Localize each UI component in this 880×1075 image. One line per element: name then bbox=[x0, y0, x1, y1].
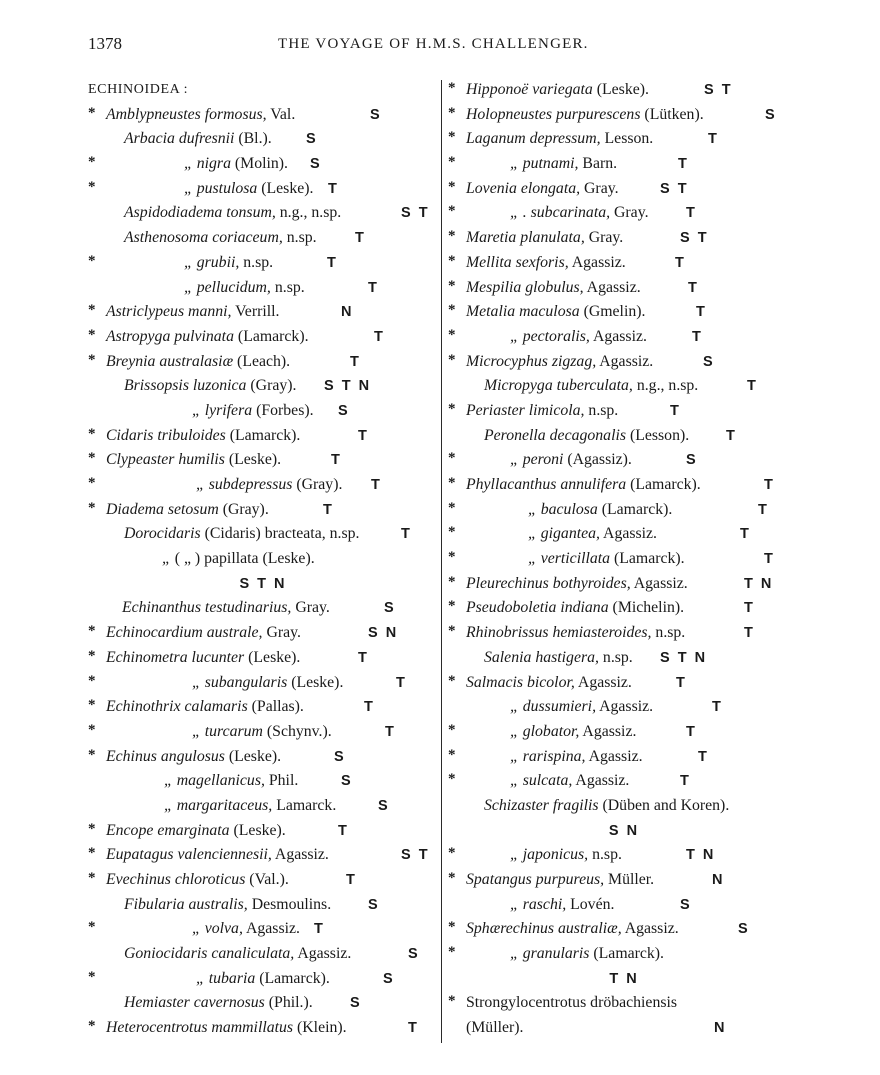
species-name: „ tubaria (Lamarck). bbox=[196, 969, 330, 987]
species-name: „ raschi, Lovén. bbox=[510, 895, 615, 913]
species-name: Astropyga pulvinata (Lamarck). bbox=[106, 327, 309, 345]
species-name: Evechinus chloroticus (Val.). bbox=[106, 871, 289, 888]
locality-code: S bbox=[384, 600, 396, 617]
asterisk-marker: * bbox=[448, 845, 456, 862]
asterisk-marker: * bbox=[88, 968, 96, 985]
asterisk-marker: * bbox=[448, 919, 456, 936]
locality-code: T bbox=[327, 254, 338, 271]
left-column-entry bbox=[88, 621, 438, 646]
asterisk-marker: * bbox=[448, 400, 456, 417]
locality-code: S T bbox=[704, 82, 733, 98]
species-name: „ sulcata, Agassiz. bbox=[510, 772, 630, 790]
right-column-entry bbox=[448, 621, 800, 646]
locality-code: T bbox=[680, 773, 691, 790]
locality-code: T bbox=[744, 625, 755, 642]
locality-code: T bbox=[328, 180, 339, 197]
left-column-entry bbox=[88, 769, 438, 794]
asterisk-marker: * bbox=[448, 870, 456, 886]
locality-code: S bbox=[350, 995, 362, 1012]
left-column-entry bbox=[88, 325, 438, 350]
asterisk-marker: * bbox=[88, 870, 96, 886]
locality-code: S bbox=[370, 106, 382, 123]
left-column-entry bbox=[88, 843, 438, 868]
species-name: „ granularis (Lamarck). bbox=[510, 945, 665, 963]
species-name: „ pectoralis, Agassiz. bbox=[510, 327, 647, 345]
asterisk-marker: * bbox=[448, 499, 456, 516]
page-number: 1378 bbox=[88, 34, 122, 53]
locality-code: S bbox=[383, 970, 395, 987]
species-name: Echinometra lucunter (Leske). bbox=[106, 648, 301, 666]
asterisk-marker: * bbox=[448, 228, 456, 245]
locality-code: S bbox=[378, 797, 390, 814]
right-column-entry bbox=[448, 1016, 800, 1041]
left-column-entry bbox=[88, 794, 438, 819]
asterisk-marker: * bbox=[88, 746, 96, 763]
left-column-entry bbox=[88, 868, 438, 893]
species-name: „ lyrifera (Forbes). bbox=[192, 401, 314, 419]
right-column-entry bbox=[448, 769, 800, 794]
left-column-entry bbox=[88, 350, 438, 375]
locality-code: T bbox=[385, 723, 396, 740]
species-name: Schizaster fragilis (Düben and Koren). bbox=[484, 796, 730, 814]
locality-code: S bbox=[408, 946, 420, 963]
left-column-entry bbox=[88, 745, 438, 770]
left-column-entry bbox=[88, 991, 438, 1016]
right-column-entry bbox=[448, 917, 800, 942]
left-column-entry bbox=[88, 399, 438, 424]
left-column-entry bbox=[88, 448, 438, 473]
asterisk-marker: * bbox=[448, 252, 456, 269]
right-column-entry bbox=[448, 967, 800, 992]
species-name: Metalia maculosa (Gmelin). bbox=[466, 303, 646, 321]
locality-code: T bbox=[670, 402, 681, 419]
locality-code: T bbox=[314, 921, 325, 938]
locality-code: T bbox=[764, 551, 775, 568]
right-column-entry bbox=[448, 399, 800, 424]
species-name: „ japonicus, n.sp. bbox=[510, 846, 622, 864]
species-name: Salmacis bicolor, Agassiz. bbox=[466, 673, 632, 691]
right-column-entry bbox=[448, 745, 800, 770]
species-name: „ grubii, n.sp. bbox=[184, 253, 274, 271]
locality-code: N bbox=[341, 304, 354, 321]
species-name: Microcyphus zigzag, Agassiz. bbox=[466, 352, 654, 370]
species-name: „ . subcarinata, Gray. bbox=[510, 204, 649, 222]
species-name: Diadema setosum (Gray). bbox=[106, 500, 269, 518]
species-name: Amblypneustes formosus, Val. bbox=[106, 105, 296, 123]
species-name: Brissopsis luzonica (Gray). bbox=[124, 377, 297, 395]
left-column-entry bbox=[88, 127, 438, 152]
asterisk-marker: * bbox=[448, 277, 456, 294]
left-column-entry bbox=[88, 226, 438, 251]
right-column-entry bbox=[448, 226, 800, 251]
locality-code: T bbox=[374, 328, 385, 345]
species-name: Mespilia globulus, Agassiz. bbox=[466, 278, 641, 296]
asterisk-marker: * bbox=[88, 450, 96, 467]
asterisk-marker: * bbox=[88, 178, 96, 195]
right-column-entry bbox=[448, 893, 800, 918]
species-name: „ baculosa (Lamarck). bbox=[528, 500, 673, 518]
left-column-entry bbox=[88, 522, 438, 547]
locality-code: S bbox=[765, 106, 777, 123]
locality-code: S T N bbox=[660, 649, 708, 666]
asterisk-marker: * bbox=[448, 351, 456, 368]
asterisk-marker: * bbox=[88, 252, 96, 269]
species-name: „ nigra (Molin). bbox=[184, 155, 289, 173]
species-name: Arbacia dufresnii (Bl.). bbox=[124, 130, 272, 148]
asterisk-marker: * bbox=[88, 647, 96, 664]
locality-code: S N bbox=[368, 625, 399, 642]
species-name: Micropyga tuberculata, n.g., n.sp. bbox=[484, 377, 699, 395]
right-column-entry bbox=[448, 819, 800, 844]
left-column-entry bbox=[88, 251, 438, 276]
right-column-entry bbox=[448, 547, 800, 572]
asterisk-marker: * bbox=[88, 721, 96, 738]
asterisk-marker: * bbox=[448, 993, 456, 1010]
locality-code: T bbox=[744, 600, 755, 617]
locality-code: T bbox=[331, 452, 342, 469]
locality-code: T bbox=[758, 501, 769, 518]
species-name: Maretia planulata, Gray. bbox=[466, 229, 624, 247]
left-column-entry bbox=[88, 276, 438, 301]
page-header bbox=[88, 34, 788, 60]
locality-code: S bbox=[338, 402, 350, 419]
locality-code: T N bbox=[609, 970, 639, 987]
locality-code: T bbox=[675, 254, 686, 271]
species-name: Lovenia elongata, Gray. bbox=[466, 179, 619, 197]
running-title: THE VOYAGE OF H.M.S. CHALLENGER. bbox=[278, 36, 589, 52]
locality-code: T N bbox=[686, 847, 716, 864]
left-column-entry bbox=[88, 177, 438, 202]
asterisk-marker: * bbox=[88, 672, 96, 689]
locality-code: T bbox=[368, 279, 379, 296]
locality-code: T bbox=[740, 526, 751, 543]
locality-code: T bbox=[346, 872, 357, 888]
right-column-entry bbox=[448, 473, 800, 498]
left-column bbox=[88, 78, 438, 1041]
left-column-entry bbox=[88, 374, 438, 399]
right-column-entry bbox=[448, 843, 800, 868]
locality-code: T bbox=[686, 205, 697, 222]
right-column-entry bbox=[448, 646, 800, 671]
asterisk-marker: * bbox=[88, 302, 96, 319]
right-column-entry bbox=[448, 103, 800, 128]
right-column-entry bbox=[448, 300, 800, 325]
right-column-entry bbox=[448, 251, 800, 276]
left-column-entry bbox=[88, 695, 438, 720]
asterisk-marker: * bbox=[88, 1018, 96, 1035]
locality-code: T bbox=[726, 427, 737, 444]
left-column-entry bbox=[88, 720, 438, 745]
locality-code: T bbox=[712, 699, 723, 716]
left-column-entry bbox=[88, 967, 438, 992]
asterisk-marker: * bbox=[448, 746, 456, 763]
right-column-entry bbox=[448, 78, 800, 103]
locality-code: S bbox=[334, 748, 346, 765]
locality-code: S T bbox=[660, 180, 689, 197]
asterisk-marker: * bbox=[448, 721, 456, 738]
asterisk-marker: * bbox=[448, 672, 456, 689]
species-name: Peronella decagonalis (Lesson). bbox=[484, 426, 690, 444]
right-column-entry bbox=[448, 794, 800, 819]
left-column-entry bbox=[88, 103, 438, 128]
right-column-entry bbox=[448, 374, 800, 399]
species-name: „ pustulosa (Leske). bbox=[184, 179, 314, 197]
species-name: „ ( „ ) papillata (Leske). bbox=[162, 550, 315, 568]
right-column-entry bbox=[448, 942, 800, 967]
asterisk-marker: * bbox=[448, 598, 456, 615]
locality-code: T bbox=[408, 1020, 419, 1037]
locality-code: S bbox=[738, 921, 750, 938]
asterisk-marker: * bbox=[448, 549, 456, 566]
locality-code: S T N bbox=[239, 575, 287, 592]
asterisk-marker: * bbox=[448, 178, 456, 195]
species-name: „ rarispina, Agassiz. bbox=[510, 747, 643, 765]
species-name: Echinothrix calamaris (Pallas). bbox=[106, 698, 304, 716]
left-column-entry bbox=[88, 547, 438, 572]
species-name: Echinus angulosus (Leske). bbox=[106, 747, 282, 765]
left-column-entry bbox=[88, 424, 438, 449]
species-name: Laganum depressum, Lesson. bbox=[466, 130, 654, 148]
asterisk-marker: * bbox=[448, 450, 456, 467]
locality-code: T bbox=[676, 674, 687, 691]
species-name: „ verticillata (Lamarck). bbox=[528, 550, 685, 568]
right-column-entry bbox=[448, 424, 800, 449]
right-column-entry bbox=[448, 127, 800, 152]
right-column-entry bbox=[448, 350, 800, 375]
locality-code: T bbox=[747, 378, 758, 395]
species-name: Dorocidaris (Cidaris) bracteata, n.sp. bbox=[124, 525, 360, 543]
species-name: Asthenosoma coriaceum, n.sp. bbox=[124, 229, 317, 247]
asterisk-marker: * bbox=[88, 499, 96, 516]
locality-code: S bbox=[306, 131, 318, 148]
asterisk-marker: * bbox=[448, 623, 456, 640]
species-name: Heterocentrotus mammillatus (Klein). bbox=[106, 1019, 347, 1037]
asterisk-marker: * bbox=[448, 573, 456, 590]
species-name: Holopneustes purpurescens (Lütken). bbox=[466, 105, 704, 123]
right-column-entry bbox=[448, 522, 800, 547]
locality-code: T bbox=[396, 674, 407, 691]
left-column-entry bbox=[88, 596, 438, 621]
left-column-entry bbox=[88, 917, 438, 942]
locality-code: T bbox=[678, 156, 689, 173]
species-name: „ subangularis (Leske). bbox=[192, 673, 344, 691]
species-name: „ putnami, Barn. bbox=[510, 155, 618, 173]
locality-code: T bbox=[338, 822, 349, 839]
asterisk-marker: * bbox=[88, 820, 96, 837]
species-name: „ peroni (Agassiz). bbox=[510, 451, 632, 469]
right-column-entry bbox=[448, 991, 800, 1016]
species-name: Sphærechinus australiæ, Agassiz. bbox=[466, 920, 679, 938]
species-name: Hemiaster cavernosus (Phil.). bbox=[124, 994, 313, 1012]
locality-code: S bbox=[686, 452, 698, 469]
left-column-entry bbox=[88, 201, 438, 226]
asterisk-marker: * bbox=[88, 919, 96, 936]
asterisk-marker: * bbox=[448, 203, 456, 220]
locality-code: T bbox=[698, 748, 709, 765]
species-name: Clypeaster humilis (Leske). bbox=[106, 451, 282, 469]
left-column-entry bbox=[88, 646, 438, 671]
species-name: Cidaris tribuloides (Lamarck). bbox=[106, 426, 301, 444]
locality-code: T bbox=[696, 304, 707, 321]
left-column-entry bbox=[88, 473, 438, 498]
locality-code: S T bbox=[680, 230, 709, 247]
species-name: Spatangus purpureus, Müller. bbox=[466, 871, 655, 888]
locality-code: T bbox=[401, 526, 412, 543]
species-name: „ magellanicus, Phil. bbox=[164, 772, 299, 790]
left-column-entry bbox=[88, 819, 438, 844]
species-name: „ gigantea, Agassiz. bbox=[528, 525, 658, 543]
species-name: Eupatagus valenciennesii, Agassiz. bbox=[106, 846, 329, 864]
column-divider bbox=[441, 80, 442, 1043]
right-column-entry bbox=[448, 448, 800, 473]
asterisk-marker: * bbox=[88, 697, 96, 714]
asterisk-marker: * bbox=[88, 154, 96, 171]
asterisk-marker: * bbox=[88, 351, 96, 368]
right-column-entry bbox=[448, 498, 800, 523]
asterisk-marker: * bbox=[88, 623, 96, 640]
right-column-entry bbox=[448, 276, 800, 301]
species-name: Echinanthus testudinarius, Gray. bbox=[122, 599, 330, 617]
species-name: Hipponoë variegata (Leske). bbox=[466, 81, 649, 98]
locality-code: S bbox=[341, 773, 353, 790]
asterisk-marker: * bbox=[448, 129, 456, 146]
asterisk-marker: * bbox=[88, 425, 96, 442]
right-column-entry bbox=[448, 868, 800, 893]
right-column-entry bbox=[448, 177, 800, 202]
locality-code: N bbox=[712, 872, 725, 888]
locality-code: T bbox=[358, 649, 369, 666]
locality-code: T bbox=[371, 477, 382, 493]
asterisk-marker: * bbox=[448, 475, 456, 491]
species-name: Echinocardium australe, Gray. bbox=[106, 624, 301, 642]
species-name: Pseudoboletia indiana (Michelin). bbox=[466, 599, 685, 617]
species-name: Rhinobrissus hemiasteroides, n.sp. bbox=[466, 624, 686, 642]
locality-code: T bbox=[323, 501, 334, 518]
species-name: Goniocidaris canaliculata, Agassiz. bbox=[124, 945, 352, 963]
left-column-entry bbox=[88, 893, 438, 918]
locality-code: T bbox=[688, 279, 699, 296]
locality-code: T bbox=[686, 723, 697, 740]
right-column-entry bbox=[448, 325, 800, 350]
species-name: „ subdepressus (Gray). bbox=[196, 476, 343, 493]
species-name: „ dussumieri, Agassiz. bbox=[510, 698, 654, 716]
locality-code: T bbox=[692, 328, 703, 345]
asterisk-marker: * bbox=[448, 524, 456, 541]
species-name: Aspidodiadema tonsum, n.g., n.sp. bbox=[124, 204, 342, 222]
asterisk-marker: * bbox=[88, 104, 96, 121]
locality-code: S bbox=[680, 896, 692, 913]
left-column-entry bbox=[88, 1016, 438, 1041]
asterisk-marker: * bbox=[448, 104, 456, 121]
locality-code: S bbox=[368, 896, 380, 913]
right-column-entry bbox=[448, 152, 800, 177]
species-name: „ margaritaceus, Lamarck. bbox=[164, 796, 337, 814]
left-column-entry bbox=[88, 942, 438, 967]
left-column-entry bbox=[88, 671, 438, 696]
species-name: Astriclypeus manni, Verrill. bbox=[106, 303, 280, 321]
species-name: Fibularia australis, Desmoulins. bbox=[124, 895, 332, 913]
right-column-entry bbox=[448, 671, 800, 696]
locality-code: T N bbox=[744, 575, 774, 592]
left-column-entry bbox=[88, 152, 438, 177]
left-column-entry bbox=[88, 572, 438, 597]
section-heading: ECHINOIDEA : bbox=[88, 82, 189, 97]
species-name: Mellita sexforis, Agassiz. bbox=[466, 253, 626, 271]
right-column-entry bbox=[448, 572, 800, 597]
species-name: Breynia australasiæ (Leach). bbox=[106, 352, 291, 370]
right-column bbox=[448, 78, 800, 1041]
species-name: „ globator, Agassiz. bbox=[510, 722, 637, 740]
species-name: „ pellucidum, n.sp. bbox=[184, 278, 305, 296]
locality-code: T bbox=[350, 353, 361, 370]
locality-code: N bbox=[714, 1020, 727, 1037]
locality-code: T bbox=[358, 427, 369, 444]
species-name: Encope emarginata (Leske). bbox=[106, 821, 286, 839]
asterisk-marker: * bbox=[88, 475, 96, 491]
right-column-entry bbox=[448, 201, 800, 226]
species-name: Phyllacanthus annulifera (Lamarck). bbox=[466, 476, 701, 493]
asterisk-marker: * bbox=[448, 154, 456, 171]
locality-code: T bbox=[355, 230, 366, 247]
asterisk-marker: * bbox=[448, 80, 456, 96]
asterisk-marker: * bbox=[448, 944, 456, 961]
locality-code: S bbox=[310, 156, 322, 173]
species-name: Salenia hastigera, n.sp. bbox=[484, 648, 633, 666]
left-column-entry bbox=[88, 498, 438, 523]
locality-code: T bbox=[708, 131, 719, 148]
locality-code: S bbox=[703, 353, 715, 370]
asterisk-marker: * bbox=[448, 771, 456, 788]
locality-code: S N bbox=[608, 822, 640, 839]
locality-code: S T bbox=[401, 847, 430, 864]
asterisk-marker: * bbox=[88, 326, 96, 343]
locality-code: T bbox=[364, 699, 375, 716]
asterisk-marker: * bbox=[448, 302, 456, 319]
species-name: Strongylocentrotus dröbachiensis bbox=[466, 994, 678, 1012]
right-column-entry bbox=[448, 720, 800, 745]
left-column-entry bbox=[88, 300, 438, 325]
species-name: „ turcarum (Schynv.). bbox=[192, 722, 332, 740]
asterisk-marker: * bbox=[448, 326, 456, 343]
species-name: Periaster limicola, n.sp. bbox=[466, 401, 619, 419]
species-name: „ volva, Agassiz. bbox=[192, 920, 300, 938]
species-name: Pleurechinus bothyroides, Agassiz. bbox=[466, 574, 688, 592]
locality-code: S T N bbox=[324, 378, 372, 395]
locality-code: S T bbox=[401, 205, 430, 222]
locality-code: T bbox=[764, 477, 775, 493]
species-name: (Müller). bbox=[466, 1019, 524, 1037]
right-column-entry bbox=[448, 695, 800, 720]
asterisk-marker: * bbox=[88, 845, 96, 862]
right-column-entry bbox=[448, 596, 800, 621]
